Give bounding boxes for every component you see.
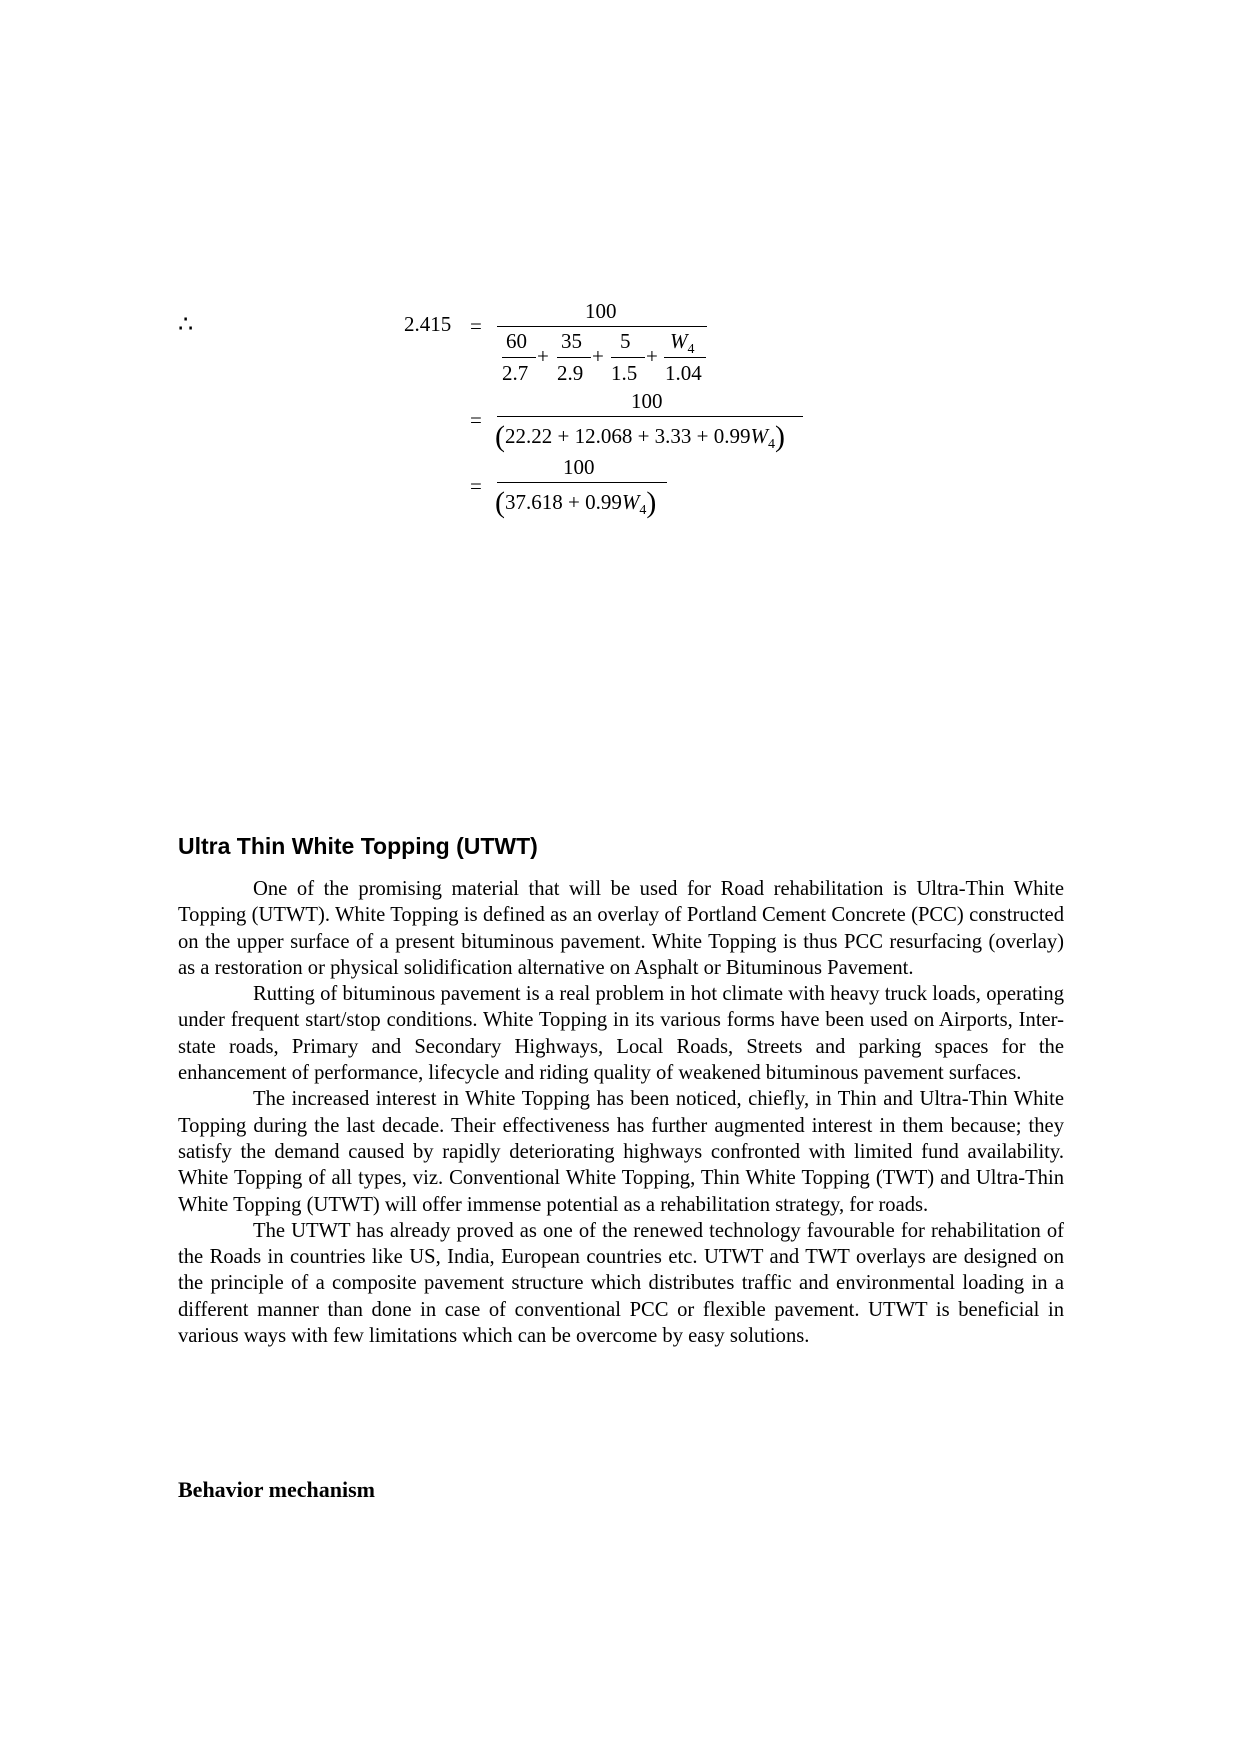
step1-numerator: 100	[585, 299, 617, 323]
term4-numerator	[670, 329, 695, 357]
subscript-4: 4	[687, 342, 695, 357]
term2-numerator: 35	[561, 329, 582, 353]
paragraph-2: Rutting of bituminous pavement is a real problem in hot climate with heavy truck loads, operating under frequent start/stop conditions. White Topping in its various forms have been used on Airports, Inter-state roads, Primary and Secondary Highways, Local Roads, Streets and parking spaces for the enhancement of performance, lifecycle and riding quality of weakened bituminous pavement surfaces.	[178, 983, 1064, 1085]
plus-1: +	[537, 344, 549, 368]
term4-denominator: 1.04	[665, 361, 702, 385]
equals-sign-2: =	[470, 408, 482, 432]
term3-denominator: 1.5	[611, 361, 638, 385]
term1-bar	[502, 357, 536, 358]
term4-bar	[664, 357, 706, 358]
subscript-4: 4	[768, 437, 776, 452]
step2-fraction-bar	[497, 416, 803, 417]
equals-sign-3: =	[470, 474, 482, 498]
term1-numerator: 60	[506, 329, 527, 353]
term3-bar	[611, 357, 645, 358]
step3-denominator-text: 37.618 + 0.99	[505, 490, 622, 514]
variable-w: W	[621, 490, 640, 514]
therefore-symbol: ∴	[178, 312, 194, 338]
equals-sign-1: =	[470, 314, 482, 338]
section-heading-behavior: Behavior mechanism	[178, 1477, 375, 1502]
term2-bar	[557, 357, 591, 358]
paragraph-3: The increased interest in White Topping has been noticed, chiefly, in Thin and Ultra-Thin White Topping during the last decade. Their effectiveness has further augmented interest in them because; they satisfy the demand caused by rapidly deteriorating highways confronted with limited fund availability. White Topping of all types, viz. Conventional White Topping, Thin White Topping (TWT) and Ultra-Thin White Topping (UTWT) will offer immense potential as a rehabilitation strategy, for roads.	[178, 1088, 1064, 1216]
term2-denominator: 2.9	[557, 361, 584, 385]
paragraph-1: One of the promising material that will be used for Road rehabilitation is Ultra-Thin White Topping (UTWT). White Topping is defined as an overlay of Portland Cement Concrete (PCC) constructed on the upper surface of a present bituminous pavement. White Topping is thus PCC resurfacing (overlay) as a restoration or physical solidification alternative on Asphalt or Bituminous Pavement.	[178, 878, 1064, 979]
term3-numerator: 5	[620, 329, 631, 353]
paragraph-4: The UTWT has already proved as one of the renewed technology favourable for rehabilitation of the Roads in countries like US, India, European countries etc. UTWT and TWT overlays are designed on the principle of a composite pavement structure which distributes traffic and environmental loading in a different manner than done in case of conventional PCC or flexible pavement. UTWT is beneficial in various ways with few limitations which can be overcome by easy solutions.	[178, 1219, 1064, 1348]
step2-numerator: 100	[631, 389, 663, 413]
variable-w: W	[670, 329, 688, 353]
section-body-utwt	[178, 876, 1064, 1349]
step3-fraction-bar	[497, 482, 667, 483]
step2-denominator-text: 22.22 + 12.068 + 3.33 + 0.99	[505, 424, 751, 448]
plus-3: +	[646, 344, 658, 368]
step3-numerator: 100	[563, 455, 595, 479]
step1-fraction-bar	[497, 326, 707, 327]
equation-lhs: 2.415	[404, 312, 452, 336]
plus-2: +	[592, 344, 604, 368]
step3-denominator: $(37.618 + 0.99W_4)$	[495, 486, 657, 519]
term1-denominator: 2.7	[502, 361, 529, 385]
section-heading-utwt: Ultra Thin White Topping (UTWT)	[178, 833, 538, 859]
step2-denominator: $(22.22 + 12.068 + 3.33 + 0.99W_4)$	[495, 420, 786, 453]
subscript-4: 4	[639, 503, 647, 518]
variable-w: W	[750, 424, 769, 448]
